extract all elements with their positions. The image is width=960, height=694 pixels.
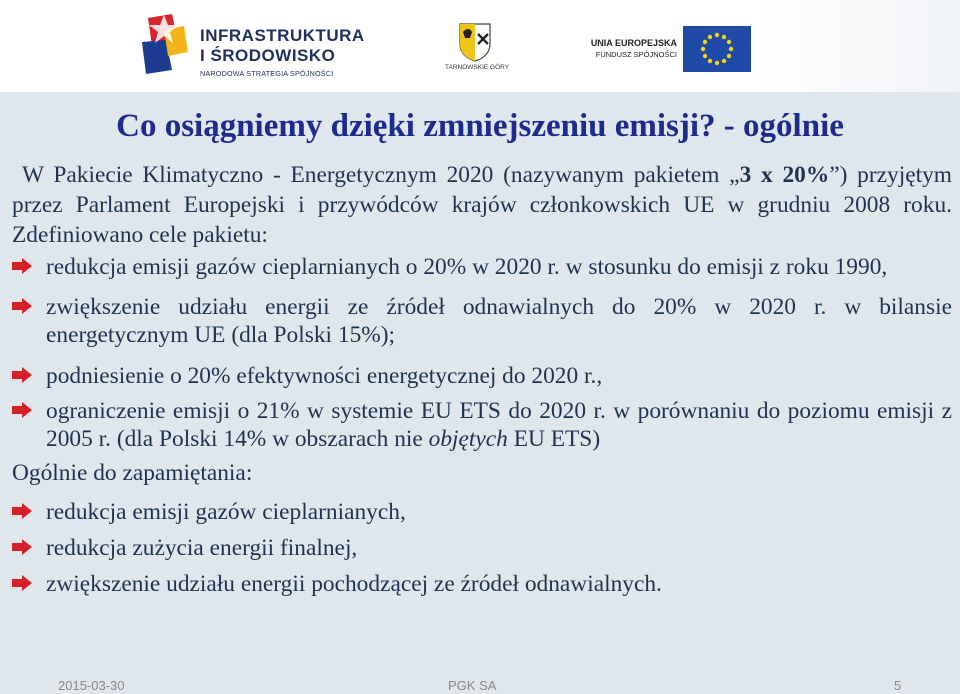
- red-arrow-icon: [12, 258, 32, 274]
- summary-text: redukcja emisji gazów cieplarnianych,: [46, 499, 406, 525]
- infrastruktura-logo-text: [200, 26, 365, 78]
- summary-item: [12, 570, 952, 598]
- slide-title: Co osiągniemy dzięki zmniejszeniu emisji? - ogólnie: [116, 108, 844, 144]
- summary-text: redukcja zużycia energii finalnej,: [46, 535, 358, 561]
- page-number: 5: [894, 678, 902, 693]
- intro-paragraph: [12, 160, 952, 250]
- eu-flag-icon: [683, 26, 751, 72]
- tarnowskie-gory-caption: TARNOWSKIE GÓRY: [445, 64, 510, 71]
- red-arrow-icon: [12, 298, 32, 314]
- logo-band: [0, 0, 960, 92]
- summary-item: [12, 498, 952, 526]
- eu-logo: [585, 24, 755, 72]
- goal-item: [12, 253, 952, 281]
- red-arrow-icon: [12, 575, 32, 591]
- goal-italic: objętych: [428, 426, 508, 452]
- red-arrow-icon: [12, 539, 32, 555]
- summary-heading: Ogólnie do zapamiętania:: [12, 460, 253, 486]
- intro-text-2: ”) przyjętym przez Parlament Europejski i przywódców krajów członkowskich UE w grudniu 2008 roku. Zdefiniowano cele pakietu:: [12, 162, 953, 248]
- summary-item: [12, 534, 952, 562]
- tarnowskie-gory-logo: [445, 22, 510, 84]
- infrastruktura-logo: [138, 8, 368, 86]
- intro-text-1: W Pakiecie Klimatyczno - Energetycznym 2020 (nazywanym pakietem „: [22, 162, 740, 188]
- goal-text: zwiększenie udziału energii ze źródeł odnawialnych do 20% w 2020 r. w bilansie energetycznym UE (dla Polski 15%);: [46, 294, 952, 348]
- eu-logo-text: [585, 38, 677, 59]
- coat-of-arms-icon: [458, 22, 492, 62]
- goal-text: podniesienie o 20% efektywności energetycznej do 2020 r.,: [46, 363, 603, 389]
- logo-line-2: I ŚRODOWISKO: [200, 46, 336, 65]
- eu-logo-line-2: FUNDUSZ SPÓJNOŚCI: [595, 50, 677, 59]
- red-arrow-icon: [12, 367, 32, 383]
- goal-item: [12, 293, 952, 349]
- goal-item: [12, 362, 952, 390]
- red-arrow-icon: [12, 503, 32, 519]
- eu-logo-line-1: UNIA EUROPEJSKA: [590, 38, 677, 48]
- logo-line-1: INFRASTRUKTURA: [200, 26, 365, 45]
- goal-item: [12, 397, 952, 453]
- slide-content: [12, 160, 952, 598]
- slide-footer: [0, 678, 960, 694]
- intro-bold: 3 x 20%: [739, 162, 830, 188]
- footer-company: PGK SA: [448, 678, 497, 693]
- goal-text-1: ograniczenie emisji o 21% w systemie EU ETS do 2020 r. w porównaniu do poziomu emisji z 2005 r. (dla Polski 14% w obszarach nie: [46, 398, 952, 452]
- red-arrow-icon: [12, 402, 32, 418]
- goal-text: redukcja emisji gazów cieplarnianych o 20% w 2020 r. w stosunku do emisji z roku 1990,: [46, 254, 888, 280]
- logo-line-3: NARODOWA STRATEGIA SPÓJNOŚCI: [200, 69, 334, 78]
- infrastruktura-star-icon: [138, 12, 190, 84]
- summary-text: zwiększenie udziału energii pochodzącej ze źródeł odnawialnych.: [46, 571, 662, 597]
- footer-date: 2015-03-30: [58, 678, 125, 693]
- goal-text-2: EU ETS): [507, 426, 601, 452]
